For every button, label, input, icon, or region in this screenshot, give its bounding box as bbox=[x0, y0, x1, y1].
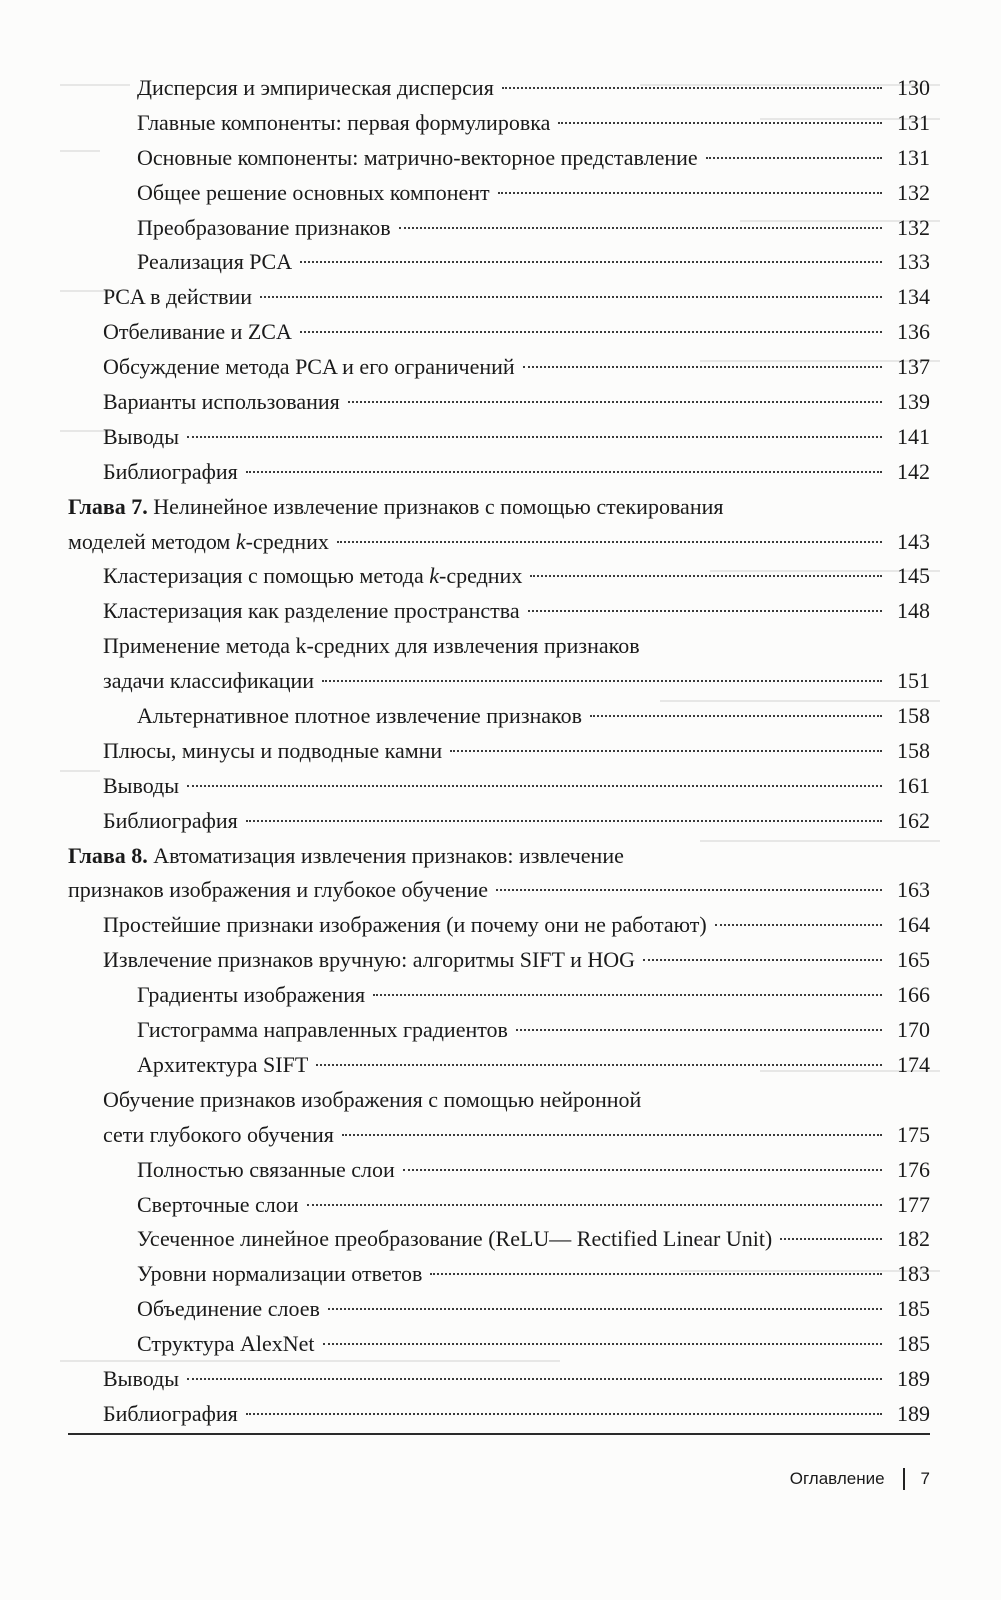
toc-chapter-title bbox=[68, 490, 724, 525]
toc-entry-title: Альтернативное плотное извлечение признаков bbox=[137, 703, 583, 729]
toc-entry[interactable] bbox=[68, 1327, 930, 1362]
toc-entry-title-cont: задачи классификации bbox=[103, 668, 315, 694]
dot-leader bbox=[337, 541, 882, 543]
toc-entry-title: Усеченное линейное преобразование (ReLU— Rectified Linear Unit) bbox=[137, 1226, 773, 1252]
toc-entry-page: 161 bbox=[897, 772, 930, 798]
toc-entry-title: Градиенты изображения bbox=[137, 982, 366, 1008]
toc-entry-page: 176 bbox=[897, 1156, 930, 1182]
dot-leader bbox=[328, 1308, 882, 1310]
toc-entry-page: 134 bbox=[897, 284, 930, 310]
toc-entry-title: Выводы bbox=[103, 423, 180, 449]
toc-entry[interactable] bbox=[68, 176, 930, 211]
toc-entry[interactable] bbox=[68, 350, 930, 385]
toc-entry-page: 132 bbox=[897, 214, 930, 240]
dot-leader bbox=[300, 261, 882, 263]
toc-entry-title: Уровни нормализации ответов bbox=[137, 1261, 423, 1287]
toc-entry-page: 177 bbox=[897, 1191, 930, 1217]
toc-entry-title: Отбеливание и ZCA bbox=[103, 319, 292, 345]
toc-entry[interactable] bbox=[68, 734, 930, 769]
dot-leader bbox=[450, 750, 882, 752]
dot-leader bbox=[246, 820, 882, 822]
toc-chapter-8-line1[interactable] bbox=[68, 839, 930, 874]
dot-leader bbox=[342, 1134, 882, 1136]
toc-entry[interactable] bbox=[68, 141, 930, 176]
toc-entry-page: 174 bbox=[897, 1051, 930, 1077]
toc-entry-page: 158 bbox=[897, 737, 930, 763]
dot-leader bbox=[502, 87, 882, 89]
toc-entry-page: 145 bbox=[897, 563, 930, 589]
dot-leader bbox=[307, 1204, 882, 1206]
toc-entry[interactable] bbox=[68, 245, 930, 280]
toc-entry-title: Дисперсия и эмпирическая дисперсия bbox=[137, 75, 494, 100]
toc-entry[interactable] bbox=[68, 1292, 930, 1327]
toc-entry-line1[interactable] bbox=[68, 629, 930, 664]
dot-leader bbox=[187, 436, 882, 438]
toc-entry-page: 166 bbox=[897, 982, 930, 1008]
dot-leader bbox=[523, 366, 882, 368]
footer-section-title: Оглавление bbox=[789, 1469, 885, 1488]
toc-entry-page: 185 bbox=[897, 1331, 930, 1357]
toc-entry-title: Выводы bbox=[103, 1365, 180, 1391]
dot-leader bbox=[498, 192, 882, 194]
toc-entry-page: 148 bbox=[897, 598, 930, 624]
toc-entry-page: 141 bbox=[897, 423, 930, 449]
toc-entry[interactable] bbox=[68, 804, 930, 839]
toc-entry[interactable] bbox=[68, 420, 930, 455]
toc-entry-title: Плюсы, минусы и подводные камни bbox=[103, 737, 443, 763]
toc-entry-title-cont: сети глубокого обучения bbox=[103, 1121, 334, 1147]
toc-entry-title: Общее решение основных компонент bbox=[137, 179, 490, 205]
toc-entry-page: 189 bbox=[897, 1400, 930, 1426]
toc-entry[interactable] bbox=[68, 71, 930, 106]
toc-entry-title: Структура AlexNet bbox=[137, 1331, 315, 1357]
dot-leader bbox=[246, 1413, 882, 1415]
toc-entry-page: 170 bbox=[897, 1017, 930, 1043]
toc-entry-title: Объединение слоев bbox=[137, 1296, 320, 1322]
toc-entry-title: Варианты использования bbox=[103, 389, 340, 415]
dot-leader bbox=[516, 1029, 882, 1031]
toc-entry-title: Преобразование признаков bbox=[137, 214, 391, 240]
toc-entry[interactable] bbox=[68, 385, 930, 420]
toc-entry-title: Обучение признаков изображения с помощью нейронной bbox=[103, 1086, 642, 1112]
title-part-end: -средних bbox=[439, 563, 523, 589]
toc-entry-title: Выводы bbox=[103, 772, 180, 798]
toc-entry[interactable] bbox=[68, 455, 930, 490]
toc-entry-title: Библиография bbox=[103, 1400, 238, 1426]
toc-entry-page: 175 bbox=[897, 1121, 930, 1147]
toc-entry[interactable] bbox=[68, 699, 930, 734]
toc-entry-title: Простейшие признаки изображения (и почему они не работают) bbox=[103, 912, 707, 938]
toc-entry-title: Сверточные слои bbox=[137, 1191, 299, 1217]
dot-leader bbox=[528, 610, 882, 612]
toc-entry-title: Извлечение признаков вручную: алгоритмы SIFT и HOG bbox=[103, 947, 636, 973]
toc-entry[interactable] bbox=[68, 978, 930, 1013]
toc-entry-title: PCA в действии bbox=[103, 284, 253, 310]
toc-entry-page: 136 bbox=[897, 319, 930, 345]
toc-entry-page: 162 bbox=[897, 807, 930, 833]
toc-entry-line1[interactable] bbox=[68, 1083, 930, 1118]
toc-entry-title: Реализация PCA bbox=[137, 249, 293, 275]
chapter-label: Глава 8. bbox=[68, 842, 148, 868]
toc-entry-page: 133 bbox=[897, 249, 930, 275]
toc-entry-page: 185 bbox=[897, 1296, 930, 1322]
dot-leader bbox=[348, 401, 882, 403]
dot-leader bbox=[246, 471, 882, 473]
toc-chapter-7-line2[interactable] bbox=[68, 525, 930, 560]
footer-separator bbox=[903, 1468, 905, 1490]
toc-entry-title bbox=[103, 559, 522, 594]
dot-leader bbox=[496, 889, 882, 891]
chapter-title-line1: Нелинейное извлечение признаков с помощью стекирования bbox=[153, 493, 724, 519]
dot-leader bbox=[403, 1169, 882, 1171]
toc-entry-page: 163 bbox=[897, 877, 930, 903]
toc-entry-page: 151 bbox=[897, 668, 930, 694]
toc-entry-title: Полностью связанные слои bbox=[137, 1156, 395, 1182]
page-footer bbox=[790, 1468, 930, 1490]
toc-entry[interactable] bbox=[68, 1048, 930, 1083]
toc-entry-title: Библиография bbox=[103, 458, 238, 484]
toc-entry-page: 130 bbox=[897, 75, 930, 100]
toc-entry-page: 132 bbox=[897, 179, 930, 205]
toc-entry[interactable] bbox=[68, 559, 930, 594]
toc-entry-page: 183 bbox=[897, 1261, 930, 1287]
toc-entry[interactable] bbox=[68, 908, 930, 943]
dot-leader bbox=[260, 296, 882, 298]
toc-entry-page: 182 bbox=[897, 1226, 930, 1252]
toc-entry-title: Обсуждение метода PCA и его ограничений bbox=[103, 354, 515, 380]
dot-leader bbox=[590, 715, 882, 717]
toc-entry-page: 189 bbox=[897, 1365, 930, 1391]
toc-entry-page: 158 bbox=[897, 703, 930, 729]
toc-entry[interactable] bbox=[68, 1397, 930, 1432]
toc-entry-title: Главные компоненты: первая формулировка bbox=[137, 109, 551, 135]
chapter-title-line2: моделей методом bbox=[68, 528, 236, 554]
toc-entry[interactable] bbox=[68, 1362, 930, 1397]
toc-chapter-title-cont bbox=[68, 525, 329, 560]
dot-leader bbox=[706, 157, 882, 159]
footer-rule bbox=[68, 1433, 930, 1435]
title-part: Кластеризация с помощью метода bbox=[103, 563, 430, 589]
chapter-title-line1: Автоматизация извлечения признаков: извлечение bbox=[153, 842, 624, 868]
toc-entry-title: Кластеризация как разделение пространства bbox=[103, 598, 520, 624]
toc-entry[interactable] bbox=[68, 280, 930, 315]
italic-k: k bbox=[235, 528, 246, 554]
dot-leader bbox=[322, 680, 882, 682]
toc-entry-title: Основные компоненты: матрично-векторное представление bbox=[137, 144, 698, 170]
toc-entry[interactable] bbox=[68, 1013, 930, 1048]
toc-entry[interactable] bbox=[68, 943, 930, 978]
dot-leader bbox=[373, 994, 882, 996]
toc-entry-page: 131 bbox=[897, 109, 930, 135]
toc-entry-page: 137 bbox=[897, 354, 930, 380]
footer-page-number: 7 bbox=[920, 1469, 930, 1488]
dot-leader bbox=[780, 1238, 882, 1240]
toc-entry-title: Применение метода k-средних для извлечения признаков bbox=[103, 633, 640, 659]
dot-leader bbox=[187, 785, 882, 787]
dot-leader bbox=[300, 331, 882, 333]
dot-leader bbox=[323, 1343, 883, 1345]
toc-entry-page: 139 bbox=[897, 389, 930, 415]
dot-leader bbox=[430, 1273, 882, 1275]
toc-chapter-7-line1[interactable] bbox=[68, 490, 930, 525]
toc-entry[interactable] bbox=[68, 315, 930, 350]
toc-entry[interactable] bbox=[68, 1222, 930, 1257]
toc-entry-page: 142 bbox=[897, 458, 930, 484]
toc-entry[interactable] bbox=[68, 1257, 930, 1292]
chapter-label: Глава 7. bbox=[68, 493, 148, 519]
toc-entry-title: Гистограмма направленных градиентов bbox=[137, 1017, 508, 1043]
toc-entry[interactable] bbox=[68, 106, 930, 141]
dot-leader bbox=[187, 1378, 882, 1380]
dot-leader bbox=[530, 575, 882, 577]
dot-leader bbox=[643, 959, 882, 961]
table-of-contents bbox=[68, 71, 930, 1432]
toc-chapter-title-cont: признаков изображения и глубокое обучение bbox=[68, 877, 489, 903]
toc-chapter-title bbox=[68, 839, 624, 874]
chapter-title-line2-end: -средних bbox=[245, 528, 329, 554]
toc-entry[interactable] bbox=[68, 594, 930, 629]
toc-entry-line2[interactable] bbox=[68, 664, 930, 699]
toc-entry[interactable] bbox=[68, 211, 930, 246]
dot-leader bbox=[715, 924, 882, 926]
toc-entry-page: 164 bbox=[897, 912, 930, 938]
toc-entry-title: Архитектура SIFT bbox=[137, 1051, 309, 1077]
toc-entry-page: 131 bbox=[897, 144, 930, 170]
toc-chapter-8-line2[interactable] bbox=[68, 873, 930, 908]
toc-entry-line2[interactable] bbox=[68, 1118, 930, 1153]
dot-leader bbox=[316, 1064, 882, 1066]
italic-k: k bbox=[429, 563, 440, 589]
toc-entry[interactable] bbox=[68, 1153, 930, 1188]
dot-leader bbox=[558, 122, 882, 124]
dot-leader bbox=[399, 227, 882, 229]
toc-entry-page: 143 bbox=[897, 528, 930, 554]
toc-entry-page: 165 bbox=[897, 947, 930, 973]
toc-entry[interactable] bbox=[68, 769, 930, 804]
toc-entry-title: Библиография bbox=[103, 807, 238, 833]
toc-entry[interactable] bbox=[68, 1188, 930, 1223]
